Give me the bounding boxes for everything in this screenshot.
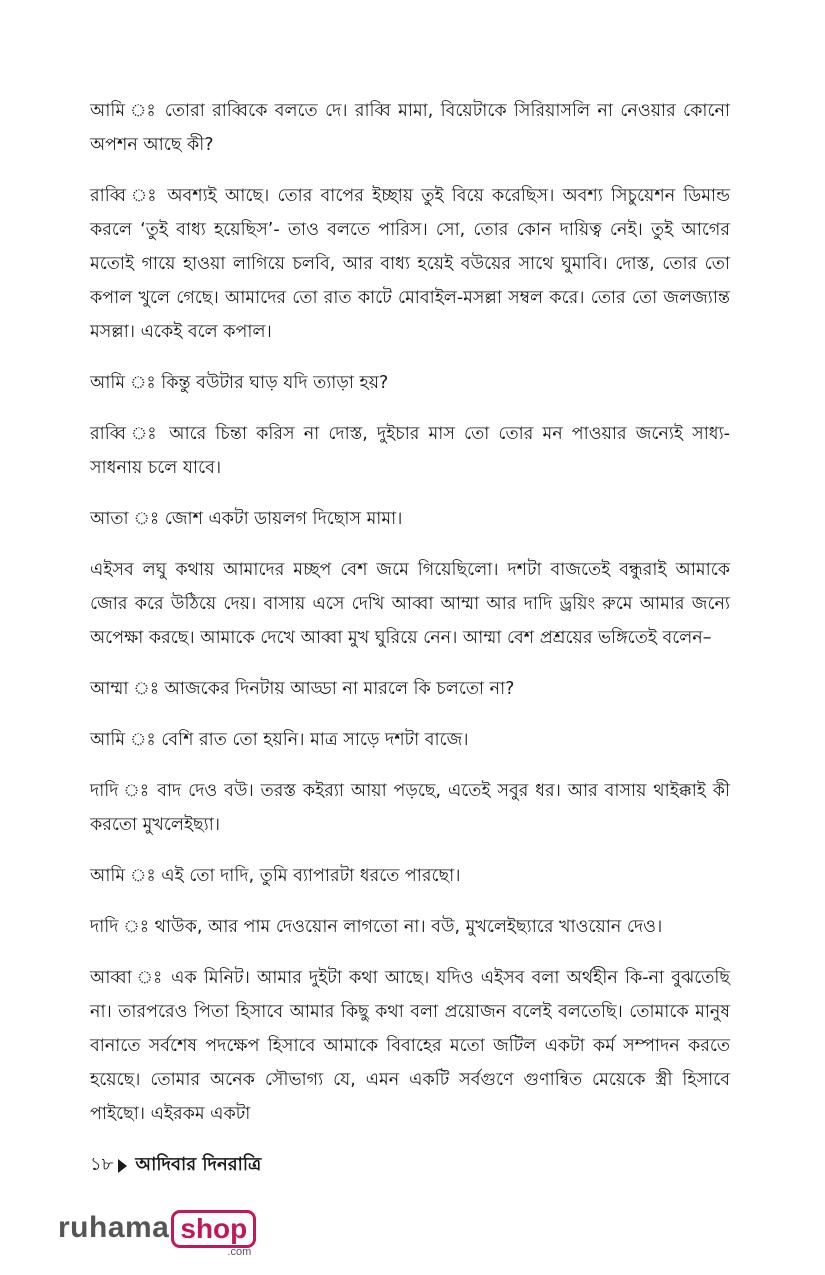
paragraph-10: আমি ঃ এই তো দাদি, তুমি ব্যাপারটা ধরতে পারছো। xyxy=(90,866,461,886)
triangle-right-icon xyxy=(118,1159,127,1173)
page-body xyxy=(90,94,730,1148)
paragraph-6: এইসব লঘু কথায় আমাদের মচ্ছপ বেশ জমে গিয়েছিলো। দশটা বাজতেই বন্ধুরাই আমাকে জোর করে উঠিয়ে দেয়। বাসায় এসে দেখি আব্বা আম্মা আর দাদি ড্রয়িং রুমে আমার জন্যে অপেক্ষা করছে। আমাকে দেখে আব্বা মুখ ঘুরিয়ে নেন। আম্মা বেশ প্রশ্রয়ের ভঙ্গিতেই বলেন– xyxy=(90,560,730,648)
ruhamashop-logo xyxy=(58,1210,256,1258)
logo-ruhama-text: ruhama xyxy=(58,1211,170,1244)
paragraph-7: আম্মা ঃ আজকের দিনটায় আড্ডা না মারলে কি চলতো না? xyxy=(90,679,515,699)
page-number: ১৮ xyxy=(90,1154,114,1175)
paragraph-5: আতা ঃ জোশ একটা ডায়লগ দিছোস মামা। xyxy=(90,509,403,529)
paragraph-11: দাদি ঃ থাউক, আর পাম দেওয়োন লাগতো না। বউ, মুখলেইছ্যারে খাওয়োন দেও। xyxy=(90,917,663,937)
book-title: আদিবার দিনরাত্রি xyxy=(135,1154,262,1175)
paragraph-4: রাব্বি ঃ আরে চিন্তা করিস না দোস্ত, দুইচার মাস তো তোর মন পাওয়ার জন্যেই সাধ্য-সাধনায় চলে যাবে। xyxy=(90,424,730,478)
logo-shop-text: shop xyxy=(180,1213,248,1244)
logo-shop-box xyxy=(171,1210,256,1258)
page-footer xyxy=(90,1150,261,1181)
paragraph-12: আব্বা ঃ এক মিনিট। আমার দুইটা কথা আছে। যদিও এইসব বলা অর্থহীন কি-না বুঝতেছি না। তারপরেও পিতা হিসাবে আমার কিছু কথা বলা প্রয়োজন বলেই বলতেছি। তোমাকে মানুষ বানাতে সর্বশেষ পদক্ষেপ হিসাবে আমাকে বিবাহের মতো জটিল একটা কর্ম সম্পাদন করতে হয়েছে। তোমার অনেক সৌভাগ্য যে, এমন একটি সর্বগুণে গুণান্বিত মেয়েকে স্ত্রী হিসাবে পাইছো। এইরকম একটা xyxy=(90,968,730,1124)
logo-domain-text: .com xyxy=(227,1246,252,1258)
paragraph-2: রাব্বি ঃ অবশ্যই আছে। তোর বাপের ইচ্ছায় তুই বিয়ে করেছিস। অবশ্য সিচুয়েশন ডিমান্ড করলে ‘তুই বাধ্য হয়েছিস’- তাও বলতে পারিস। সো, তোর কোন দায়িত্ব নেই। তুই আগের মতোই গায়ে হাওয়া লাগিয়ে চলবি, আর বাধ্য হয়েই বউয়ের সাথে ঘুমাবি। দোস্ত, তোর তো কপাল খুলে গেছে। আমাদের তো রাত কাটে মোবাইল-মসল্লা সম্বল করে। তোর তো জলজ্যান্ত মসল্লা। একেই বলে কপাল। xyxy=(90,186,730,342)
paragraph-1: আমি ঃ তোরা রাব্বিকে বলতে দে। রাব্বি মামা, বিয়েটাকে সিরিয়াসলি না নেওয়ার কোনো অপশন আছে কী? xyxy=(90,101,730,155)
paragraph-9: দাদি ঃ বাদ দেও বউ। তরস্ত কইর‍্যা আয়া পড়ছে, এতেই সবুর ধর। আর বাসায় থাইক্কাই কী করতো মুখলেইছ্যা। xyxy=(90,781,730,835)
paragraph-3: আমি ঃ কিন্তু বউটার ঘাড় যদি ত্যাড়া হয়? xyxy=(90,373,389,393)
paragraph-8: আমি ঃ বেশি রাত তো হয়নি। মাত্র সাড়ে দশটা বাজে। xyxy=(90,730,469,750)
